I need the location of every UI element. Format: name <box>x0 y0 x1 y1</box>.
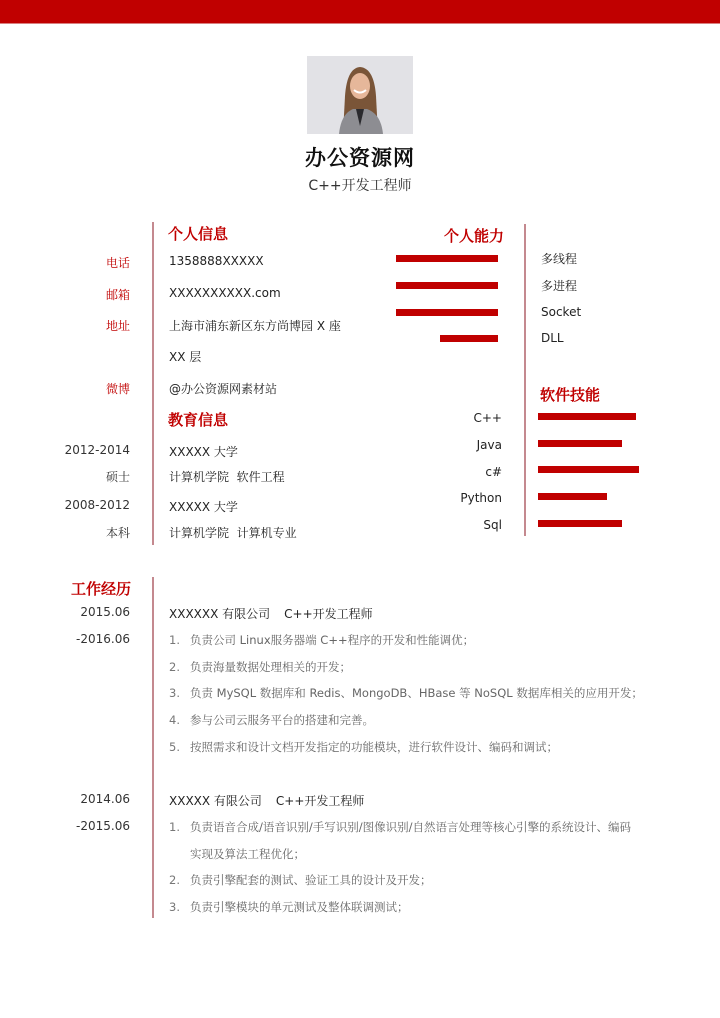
software-title: 软件技能 <box>540 386 601 404</box>
software-name: c# <box>485 465 502 479</box>
ability-bar <box>396 282 498 289</box>
candidate-name: 办公资源网 <box>305 146 415 170</box>
profile-photo <box>307 56 413 134</box>
software-bar <box>538 413 636 420</box>
duty-number: 4. <box>169 713 180 727</box>
weibo-value: @办公资源网素材站 <box>169 382 278 396</box>
duty-number: 1. <box>169 820 180 834</box>
job-duty <box>169 632 474 648</box>
duty-number: 2. <box>169 873 180 887</box>
duty-number: 5. <box>169 740 180 754</box>
job-role: C++开发工程师 <box>275 794 365 808</box>
edu-major: 计算机学院 软件工程 <box>169 470 285 484</box>
address-label: 地址 <box>105 319 130 333</box>
work-title: 工作经历 <box>71 580 132 598</box>
weibo-label: 微博 <box>105 382 130 396</box>
job-duty <box>169 739 558 755</box>
job-duty <box>169 872 432 888</box>
duty-text: 负责 MySQL 数据库和 Redis、MongoDB、HBase 等 NoSQL 数据库相关的应用开发； <box>190 686 643 700</box>
duty-number: 3. <box>169 686 180 700</box>
software-bar <box>538 520 622 527</box>
email-value: XXXXXXXXXX.com <box>169 286 281 300</box>
software-name: Java <box>476 438 502 452</box>
ability-name: 多线程 <box>541 252 578 266</box>
job-duty <box>169 712 374 728</box>
job-end: -2016.06 <box>76 632 130 646</box>
duty-text: 负责公司 Linux服务器端 C++程序的开发和性能调优； <box>190 633 475 647</box>
email-label: 邮箱 <box>105 288 130 302</box>
work-divider <box>152 577 154 918</box>
phone-value: 1358888XXXXX <box>169 254 264 268</box>
edu-school: XXXXX 大学 <box>169 445 238 459</box>
software-bar <box>538 493 607 500</box>
ability-name: Socket <box>541 305 582 319</box>
job-start: 2015.06 <box>80 605 130 619</box>
edu-school: XXXXX 大学 <box>169 500 238 514</box>
duty-text: 按照需求和设计文档开发指定的功能模块，进行软件设计、编码和调试； <box>190 740 558 754</box>
duty-number: 1. <box>169 633 180 647</box>
software-bar <box>538 466 639 473</box>
education-title: 教育信息 <box>168 411 229 429</box>
duty-text: 参与公司云服务平台的搭建和完善。 <box>190 713 374 727</box>
ability-name: 多进程 <box>541 279 578 293</box>
software-bar <box>538 440 622 447</box>
edu-degree: 硕士 <box>105 470 130 484</box>
job-end: -2015.06 <box>76 819 130 833</box>
edu-period: 2012-2014 <box>64 443 130 457</box>
duty-text: 负责语音合成/语音识别/手写识别/图像识别/自然语言处理等核心引擎的系统设计、编码 <box>190 820 631 834</box>
duty-text: 负责海量数据处理相关的开发； <box>190 660 351 674</box>
job-role: C++开发工程师 <box>284 607 373 621</box>
duty-number: 3. <box>169 900 180 914</box>
left-divider <box>152 222 154 545</box>
personal-info-title: 个人信息 <box>168 225 229 243</box>
duty-text: 负责引擎配套的测试、验证工具的设计及开发； <box>190 873 432 887</box>
job-company: XXXXXX 有限公司 <box>169 607 271 621</box>
abilities-title: 个人能力 <box>444 227 505 245</box>
person-portrait-icon <box>307 56 413 134</box>
address-value: 上海市浦东新区东方尚博园 X 座 <box>169 319 341 333</box>
ability-name: DLL <box>541 331 564 345</box>
edu-period: 2008-2012 <box>64 498 130 512</box>
job-duty <box>169 899 409 915</box>
duty-number: 2. <box>169 660 180 674</box>
job-company: XXXXX 有限公司 <box>169 794 262 808</box>
right-divider <box>524 224 526 536</box>
job-start: 2014.06 <box>80 792 130 806</box>
job-duty <box>169 685 643 701</box>
job-header <box>169 792 364 809</box>
software-name: Python <box>460 491 502 505</box>
job-duty <box>169 846 305 862</box>
job-duty <box>169 659 351 675</box>
phone-label: 电话 <box>105 256 130 270</box>
address-value-line2: XX 层 <box>169 350 202 364</box>
duty-text: 负责引擎模块的单元测试及整体联调测试； <box>190 900 409 914</box>
software-name: C++ <box>473 411 502 425</box>
job-duty <box>169 819 631 835</box>
job-header <box>169 605 373 622</box>
duty-text: 实现及算法工程优化； <box>190 847 305 861</box>
edu-major: 计算机学院 计算机专业 <box>169 526 297 540</box>
software-name: Sql <box>483 518 502 532</box>
ability-bar <box>396 309 498 316</box>
top-accent-bar <box>0 0 720 24</box>
ability-bar <box>440 335 498 342</box>
edu-degree: 本科 <box>105 526 130 540</box>
candidate-title: C++开发工程师 <box>308 178 412 194</box>
ability-bar <box>396 255 498 262</box>
